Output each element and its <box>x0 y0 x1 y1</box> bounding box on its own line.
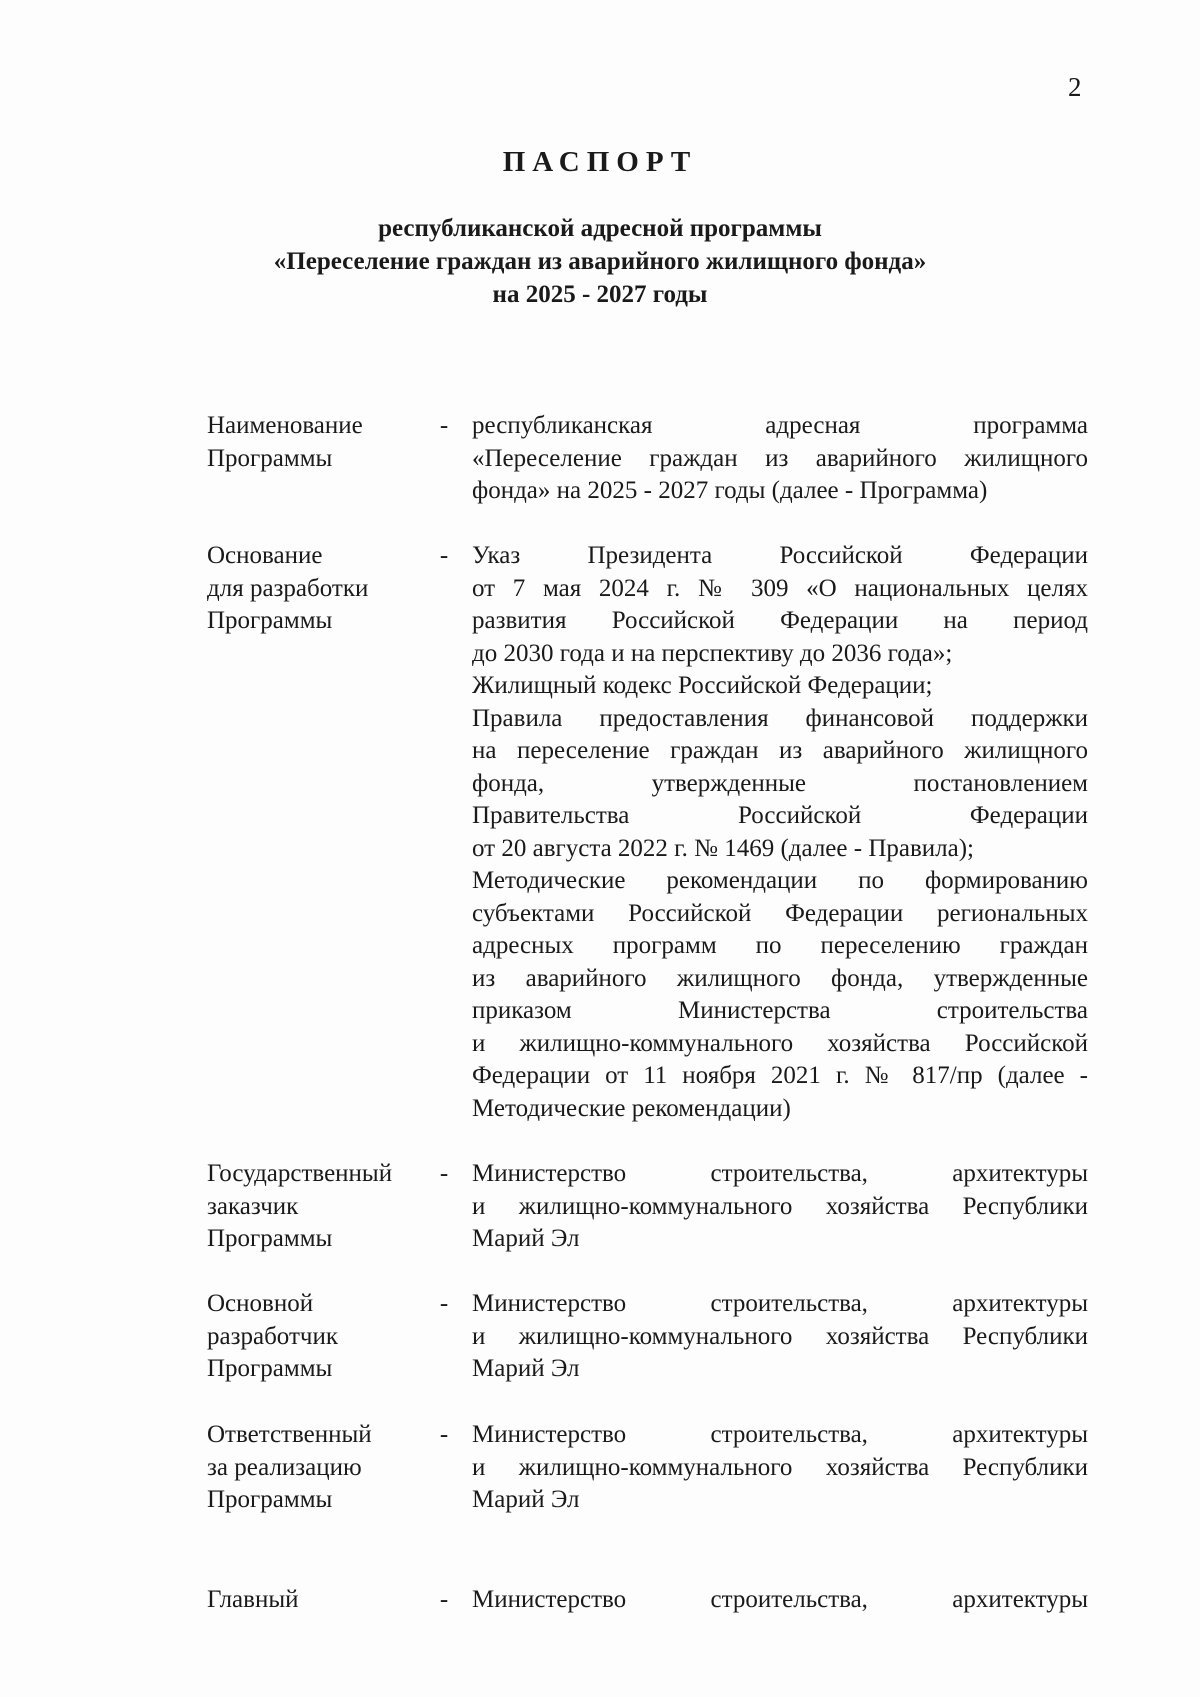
row-dash: - <box>439 1586 449 1613</box>
value-line: фонда» на 2025 - 2027 годы (далее - Программа) <box>472 477 988 504</box>
row-label <box>207 1584 437 1617</box>
subtitle-line: «Переселение граждан из аварийного жилищного фонда» <box>273 248 927 275</box>
value-line: из аварийного жилищного фонда, утвержденные <box>472 964 1088 992</box>
row-label-line: Программы <box>207 1355 333 1382</box>
value-line: Марий Эл <box>472 1486 580 1513</box>
row-label-line: Программы <box>207 444 333 472</box>
document-title: ПАСПОРТ <box>502 146 698 178</box>
value-line: Министерство строительства, архитектуры <box>472 1586 1088 1613</box>
row-label-line: Ответственный <box>207 1421 372 1448</box>
row-dash: - <box>439 412 449 439</box>
row-value <box>472 540 1088 1125</box>
subtitle-line: республиканской адресной программы <box>378 215 822 242</box>
page-number: 2 <box>1068 72 1082 102</box>
value-line: до 2030 года и на перспективу до 2036 года»; <box>472 639 953 667</box>
row-value <box>472 1419 1088 1517</box>
value-line: Марий Эл <box>472 1355 580 1382</box>
value-line: и жилищно-коммунального хозяйства Российской <box>472 1029 1088 1057</box>
row-label-line: Программы <box>207 1486 333 1513</box>
value-line: Методические рекомендации) <box>472 1094 791 1122</box>
value-line: и жилищно-коммунального хозяйства Республики <box>472 1192 1088 1220</box>
row-dash: - <box>439 1160 449 1187</box>
row-dash: - <box>439 1421 449 1448</box>
value-line: и жилищно-коммунального хозяйства Республики <box>472 1453 1088 1481</box>
value-line: Жилищный кодекс Российской Федерации; <box>472 672 933 699</box>
value-line: Методические рекомендации по формированию <box>472 867 1088 894</box>
subtitle-line: на 2025 - 2027 годы <box>492 281 708 308</box>
row-label-line: для разработки <box>207 574 369 602</box>
value-line: и жилищно-коммунального хозяйства Республики <box>472 1322 1088 1350</box>
row-label-line: Основание <box>207 542 323 569</box>
value-line: республиканская адресная программа <box>472 412 1088 439</box>
value-line: адресных программ по переселению граждан <box>472 932 1088 959</box>
value-line: «Переселение граждан из аварийного жилищного <box>472 444 1088 472</box>
value-line: на переселение граждан из аварийного жилищного <box>472 737 1088 764</box>
row-dash: - <box>439 1290 449 1317</box>
row-value <box>472 1288 1088 1386</box>
value-line: Правила предоставления финансовой поддержки <box>472 704 1088 732</box>
row-label-line: за реализацию <box>207 1453 362 1481</box>
value-line: от 7 мая 2024 г. № 309 «О национальных целях <box>472 574 1088 602</box>
row-label-line: Программы <box>207 1225 333 1252</box>
value-line: Федерации от 11 ноября 2021 г. № 817/пр (далее - <box>472 1062 1088 1089</box>
row-label-line: Наименование <box>207 412 363 439</box>
row-label-line: Главный <box>207 1586 299 1613</box>
row-label <box>207 410 437 475</box>
value-line: приказом Министерства строительства <box>472 997 1088 1024</box>
value-line: развития Российской Федерации на период <box>472 607 1088 634</box>
row-value <box>472 410 1088 508</box>
row-label <box>207 1158 437 1256</box>
row-label-line: Государственный <box>207 1160 393 1187</box>
row-label-line: Основной <box>207 1290 314 1317</box>
row-label-line: Программы <box>207 607 333 634</box>
row-value <box>472 1158 1088 1256</box>
value-line: Министерство строительства, архитектуры <box>472 1160 1088 1187</box>
value-line: Марий Эл <box>472 1225 580 1252</box>
value-line: субъектами Российской Федерации региональных <box>472 899 1088 927</box>
value-line: Правительства Российской Федерации <box>472 802 1088 829</box>
row-value <box>472 1584 1088 1617</box>
document-subtitle <box>0 212 1200 311</box>
row-dash: - <box>439 542 449 569</box>
row-label <box>207 1419 437 1517</box>
row-label-line: разработчик <box>207 1322 338 1350</box>
value-line: Указ Президента Российской Федерации <box>472 542 1088 569</box>
value-line: Министерство строительства, архитектуры <box>472 1421 1088 1448</box>
row-label-line: заказчик <box>207 1192 299 1220</box>
value-line: от 20 августа 2022 г. № 1469 (далее - Правила); <box>472 834 974 862</box>
row-label <box>207 540 437 638</box>
value-line: Министерство строительства, архитектуры <box>472 1290 1088 1317</box>
row-label <box>207 1288 437 1386</box>
value-line: фонда, утвержденные постановлением <box>472 769 1088 797</box>
